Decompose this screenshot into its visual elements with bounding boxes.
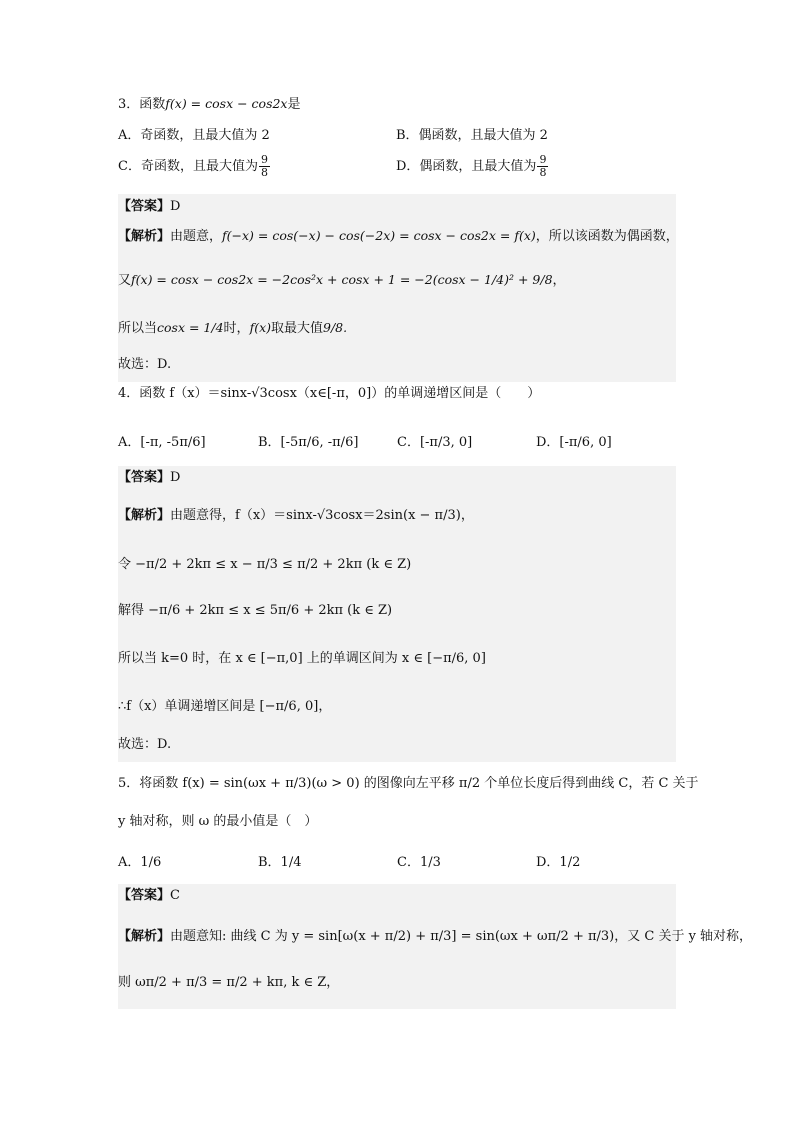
q4-answer: 【答案】D [118,470,181,485]
q5-answer: 【答案】C [118,888,180,903]
q4-analysis-line-2: 令 −π/2 + 2kπ ≤ x − π/3 ≤ π/2 + 2kπ (k ∈ Z) [118,557,412,572]
q4-option-b: B．[-5π/6, -π/6] [258,435,359,450]
q3-option-d: D．偶函数，且最大值为 $\frac{9}{8}$ [396,153,547,179]
q3-option-a: A．奇函数，且最大值为 2 [118,128,270,143]
q5-stem-line-1: 5．将函数 f(x) = sin(ωx + π/3)(ω > 0) 的图像向左平移 π/2 个单位长度后得到曲线 C，若 C 关于 [118,776,699,791]
q3-analysis-line-3: 所以当cosx = 1/4时，f(x)取最大值9/8. [118,320,348,336]
q5-analysis-line-1: 【解析】由题意知: 曲线 C 为 y = sin[ω(x + π/2) + π/3] = sin(ωx + ωπ/2 + π/3)，又 C 关于 y 轴对称， [118,929,753,944]
q4-stem: 4．函数 f（x）＝sinx-√3cosx（x∈[-π，0]）的单调递增区间是（ ） [118,386,541,401]
q4-analysis-line-4: 所以当 k=0 时，在 x ∈ [−π,0] 上的单调区间为 x ∈ [−π/6, 0] [118,651,486,666]
q4-analysis-line-3: 解得 −π/6 + 2kπ ≤ x ≤ 5π/6 + 2kπ (k ∈ Z) [118,603,393,618]
q3-choose: 故选：D. [118,357,172,372]
q5-analysis-line-2: 则 ωπ/2 + π/3 = π/2 + kπ, k ∈ Z， [118,975,340,990]
q5-option-a: A．1/6 [118,855,162,870]
q3-answer: 【答案】D [118,199,181,214]
q5-stem-line-2: y 轴对称，则 ω 的最小值是（ ） [118,814,318,829]
q3-analysis-line-1: 【解析】由题意，f(−x) = cos(−x) − cos(−2x) = cosx − cos2x = f(x)，所以该函数为偶函数， [118,228,679,244]
q4-choose: 故选：D. [118,737,172,752]
q3-option-c: C．奇函数，且最大值为 $\frac{9}{8}$ [118,153,268,179]
q4-option-c: C．[-π/3, 0] [397,435,473,450]
q4-analysis-line-1: 【解析】由题意得，f（x）＝sinx-√3cosx＝2sin(x − π/3)， [118,508,474,523]
q3-option-b: B．偶函数，且最大值为 2 [396,128,548,143]
q4-option-a: A．[-π, -5π/6] [118,435,206,450]
q5-option-d: D．1/2 [536,855,581,870]
q5-option-b: B．1/4 [258,855,302,870]
q4-analysis-line-5: ∴f（x）单调递增区间是 [−π/6, 0]， [118,699,332,714]
q4-option-d: D．[-π/6, 0] [536,435,612,450]
q5-option-c: C．1/3 [397,855,441,870]
q3-analysis-line-2: 又f(x) = cosx − cos2x = −2cos²x + cosx + 1 = −2(cosx − 1/4)² + 9/8， [118,272,566,288]
q3-stem: 3．函数f(x) = cosx − cos2x是 [118,96,301,112]
